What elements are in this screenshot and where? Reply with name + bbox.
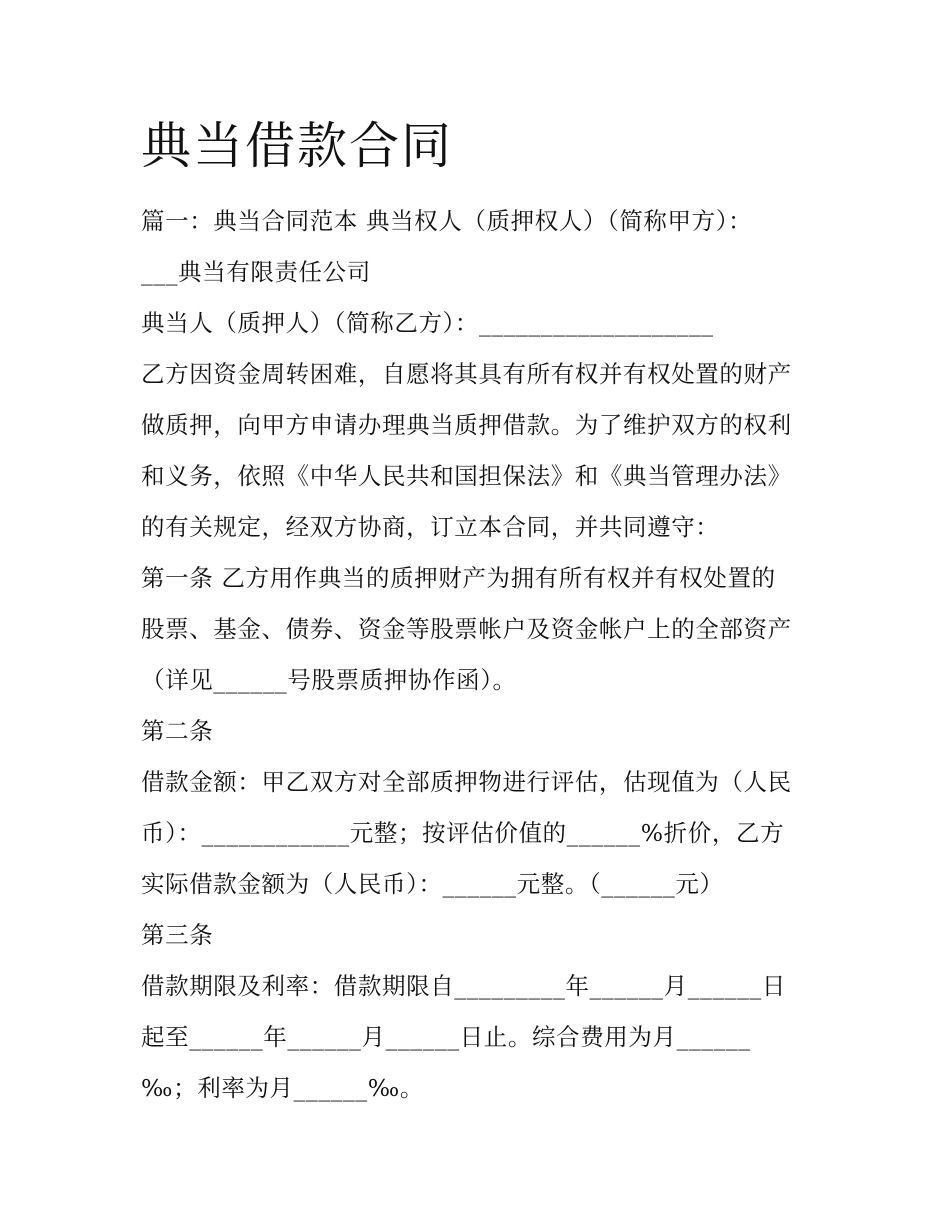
text-line: 股票、基金、债券、资金等股票帐户及资金帐户上的全部资产: [141, 615, 792, 643]
text-line: 第一条 乙方用作典当的质押财产为拥有所有权并有权处置的: [141, 564, 776, 592]
section-heading: 第三条: [141, 921, 214, 949]
document-title: 典当借款合同: [141, 117, 453, 175]
text-line: 和义务，依照《中华人民共和国担保法》和《典当管理办法》: [141, 462, 792, 490]
section-heading: 第二条: [141, 717, 214, 745]
text-line: 乙方因资金周转困难，自愿将其具有所有权并有权处置的财产: [141, 360, 792, 388]
text-line: 借款金额：甲乙双方对全部质押物进行评估，估现值为（人民: [141, 768, 792, 796]
text-line: 起至______年______月______日止。综合费用为月______: [141, 1023, 751, 1051]
text-line: （详见______号股票质押协作函）。: [141, 666, 517, 694]
text-line: ‰；利率为月______‰。: [141, 1074, 424, 1102]
text-line: 做质押，向甲方申请办理典当质押借款。为了维护双方的权利: [141, 411, 792, 439]
text-line: ___典当有限责任公司: [141, 258, 371, 286]
text-line: 实际借款金额为（人民币）：______元整。（______元）: [141, 870, 724, 898]
text-line: 币）：____________元整；按评估价值的______%折价，乙方: [141, 819, 785, 847]
text-line: 篇一：典当合同范本 典当权人（质押权人）（简称甲方）：: [141, 207, 753, 235]
text-line: 典当人（质押人）（简称乙方）：___________________: [141, 309, 714, 337]
text-line: 的有关规定，经双方协商，订立本合同，并共同遵守：: [141, 513, 720, 541]
text-line: 借款期限及利率：借款期限自_________年______月______日: [141, 972, 786, 1000]
